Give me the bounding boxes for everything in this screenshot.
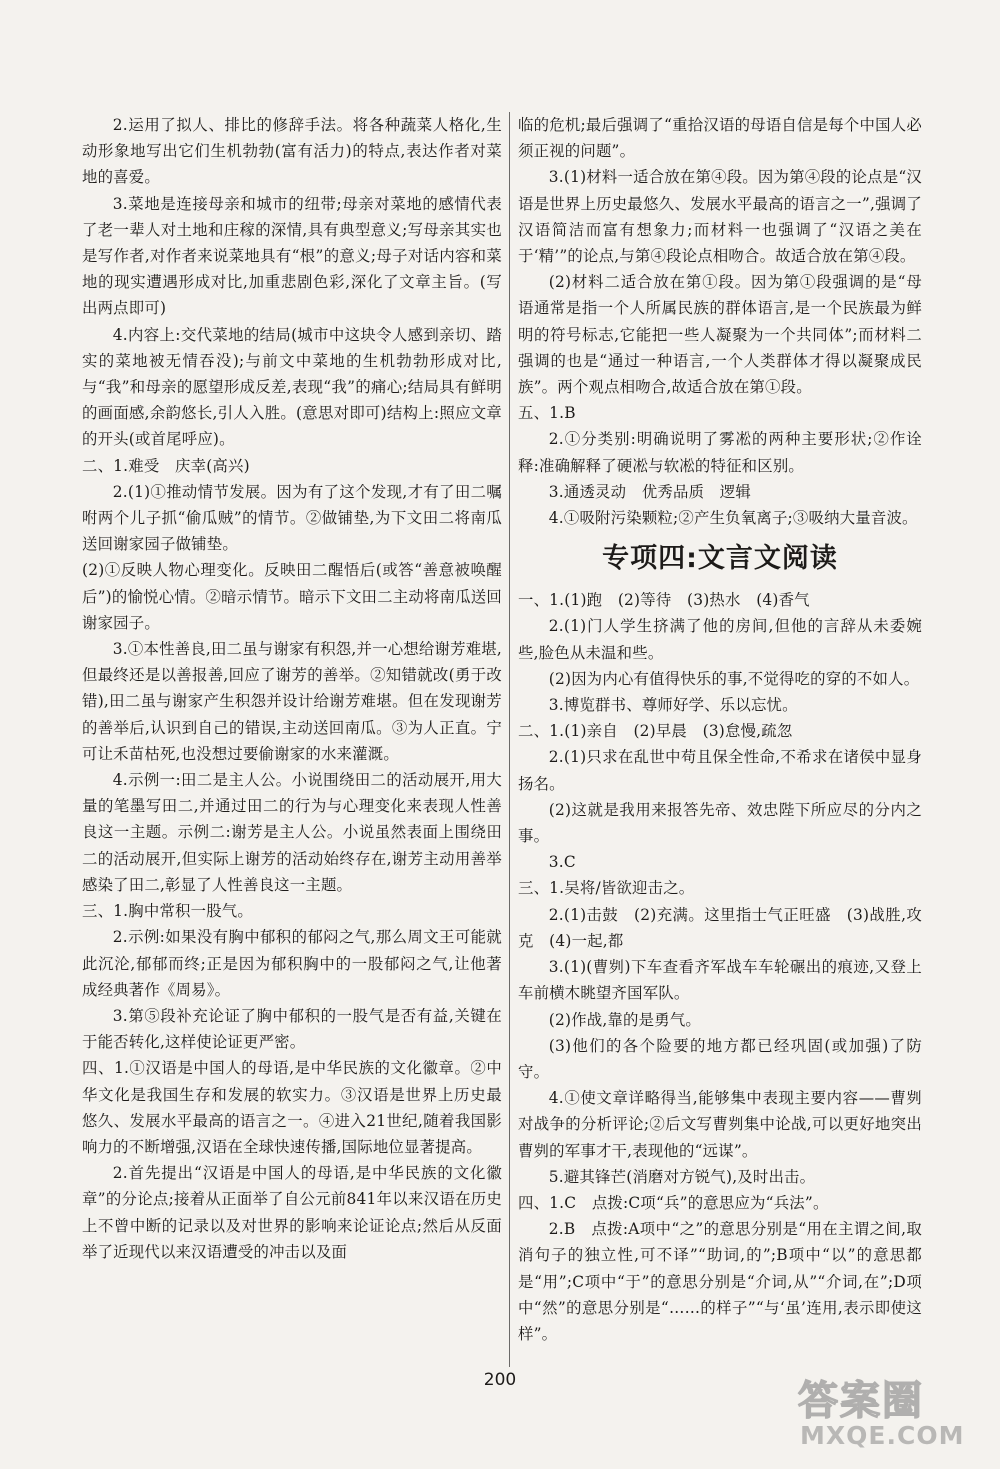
column-divider <box>509 112 510 1367</box>
watermark-text: 答案圈 <box>798 1378 924 1424</box>
section-heading: 专项四:文言文阅读 <box>602 543 838 575</box>
answer-paragraph: (2)①反映人物心理变化。反映田二醒悟后(或答“善意被唤醒后”)的愉悦心情。②暗示情节。暗示下文田二主动将南瓜送回谢家园子。 <box>82 561 502 632</box>
answer-paragraph: 2.首先提出“汉语是中国人的母语,是中华民族的文化徽章”的分论点;接着从正面举了自公元前841年以来汉语在历史上不曾中断的记录以及对世界的影响来论证论点;然后从反面举了近现代以来汉语遭受的冲击以及面 <box>82 1164 502 1261</box>
answer-paragraph: 4.①使文章详略得当,能够集中表现主要内容——曹刿对战争的分析评论;②后文写曹刿集中论战,可以更好地突出曹刿的军事才干,表现他的“远谋”。 <box>518 1089 922 1160</box>
answer-paragraph: 4.示例一:田二是主人公。小说围绕田二的活动展开,用大量的笔墨写田二,并通过田二的行为与心理变化来表现人性善良这一主题。示例二:谢芳是主人公。小说虽然表面上围绕田二的活动展开,但实际上谢芳的活动始终存在,谢芳主动用善举感染了田二,彰显了人性善良这一主题。 <box>82 771 502 894</box>
left-column <box>82 112 502 1265</box>
answer-paragraph: 2.B 点拨:A项中“之”的意思分别是“用在主谓之间,取消句子的独立性,可不译”“助词,的”;B项中“以”的意思都是“用”;C项中“于”的意思分别是“介词,从”“介词,在”;D项中“然”的意思分别是“……的样子”“与‘虽’连用,表示即使这样”。 <box>518 1220 922 1343</box>
answer-paragraph: 五、1.B <box>518 404 576 423</box>
answer-paragraph: 2.(1)只求在乱世中苟且保全性命,不希求在诸侯中显身扬名。 <box>518 748 922 793</box>
answer-paragraph: 二、1.(1)亲自 (2)早晨 (3)怠慢,疏忽 <box>518 722 793 741</box>
right-column <box>518 112 922 1347</box>
answer-paragraph: 3.第⑤段补充论证了胸中郁积的一股气是否有益,关键在于能否转化,这样使论证更严密。 <box>82 1006 502 1052</box>
answer-paragraph: 四、1.①汉语是中国人的母语,是中华民族的文化徽章。②中华文化是我国生存和发展的软实力。③汉语是世界上历史最悠久、发展水平最高的语言之一。④进入21世纪,随着我国影响力的不断增强,汉语在全球快速传播,国际地位显著提高。 <box>82 1059 502 1156</box>
answer-paragraph: 三、1.胸中常积一股气。 <box>82 902 253 921</box>
page-number: 200 <box>483 1370 517 1390</box>
answer-paragraph: 四、1.C 点拨:C项“兵”的意思应为“兵法”。 <box>518 1193 829 1212</box>
answer-paragraph: 4.内容上:交代菜地的结局(城市中这块令人感到亲切、踏实的菜地被无情吞没);与前文中菜地的生机勃勃形成对比,与“我”和母亲的愿望形成反差,表现“我”的痛心;结局具有鲜明的画面感,余韵悠长,引人入胜。(意思对即可)结构上:照应文章的开头(或首尾呼应)。 <box>82 325 502 449</box>
answer-paragraph: 3.C <box>548 853 576 872</box>
answer-paragraph: (3)他们的各个险要的地方都已经巩固(或加强)了防守。 <box>518 1036 922 1081</box>
answer-paragraph: 2.运用了拟人、排比的修辞手法。将各种蔬菜人格化,生动形象地写出它们生机勃勃(富有活力)的特点,表达作者对菜地的喜爱。 <box>82 116 502 187</box>
answer-paragraph: 3.(1)(曹刿)下车查看齐军战车车轮碾出的痕迹,又登上车前横木眺望齐国军队。 <box>518 958 922 1003</box>
answer-paragraph: 一、1.(1)跑 (2)等待 (3)热水 (4)香气 <box>518 591 810 610</box>
answer-paragraph: 三、1.吴将/皆欲迎击之。 <box>518 879 695 898</box>
answer-paragraph: 2.①分类别:明确说明了雾凇的两种主要形状;②作诠释:准确解释了硬凇与软凇的特征和区别。 <box>518 430 922 475</box>
answer-paragraph: (2)这就是我用来报答先帝、效忠陛下所应尽的分内之事。 <box>518 800 922 846</box>
answer-paragraph: 二、1.难受 庆幸(高兴) <box>82 456 250 475</box>
watermark-url: MXQE.COM <box>800 1421 965 1450</box>
answer-paragraph: (2)因为内心有值得快乐的事,不觉得吃的穿的不如人。 <box>548 669 920 688</box>
answer-paragraph: 2.示例:如果没有胸中郁积的郁闷之气,那么周文王可能就此沉沦,郁郁而终;正是因为郁积胸中的一股郁闷之气,让他著成经典著作《周易》。 <box>82 928 502 999</box>
answer-paragraph: 3.通透灵动 优秀品质 逻辑 <box>548 482 751 501</box>
answer-paragraph: 临的危机;最后强调了“重拾汉语的母语自信是每个中国人必须正视的问题”。 <box>518 116 922 161</box>
answer-paragraph: 2.(1)击鼓 (2)充满。这里指士气正旺盛 (3)战胜,攻克 (4)一起,都 <box>518 905 922 950</box>
answer-paragraph: 3.菜地是连接母亲和城市的纽带;母亲对菜地的感情代表了老一辈人对土地和庄稼的深情,具有典型意义;写母亲其实也是写作者,对作者来说菜地具有“根”的意义;母子对话内容和菜地的现实遭遇形成对比,加重悲剧色彩,深化了文章主旨。(写出两点即可) <box>82 194 502 318</box>
answer-paragraph: (2)材料二适合放在第①段。因为第①段强调的是“母语通常是指一个人所属民族的群体语言,是一个民族最为鲜明的符号标志,它能把一些人凝聚为一个共同体”;而材料二强调的也是“通过一种语言,一个人类群体才得以凝聚成民族”。两个观点相吻合,故适合放在第①段。 <box>518 273 922 397</box>
right-answers-bottom <box>518 587 922 1347</box>
answer-paragraph: 2.(1)①推动情节发展。因为有了这个发现,才有了田二嘱咐两个儿子抓“偷瓜贼”的情节。②做铺垫,为下文田二将南瓜送回谢家园子做铺垫。 <box>82 482 502 554</box>
answer-paragraph: (2)作战,靠的是勇气。 <box>548 1010 702 1029</box>
answer-paragraph: 3.①本性善良,田二虽与谢家有积怨,并一心想给谢芳难堪,但最终还是以善报善,回应了谢芳的善举。②知错就改(勇于改错),田二虽与谢家产生积怨并设计给谢芳难堪。但在发现谢芳的善举后,认识到自己的错误,主动送回南瓜。③为人正直。宁可让禾苗枯死,也没想过要偷谢家的水来灌溉。 <box>82 640 502 763</box>
answer-paragraph: 5.避其锋芒(消磨对方锐气),及时出击。 <box>548 1167 816 1186</box>
answer-paragraph: 3.博览群书、尊师好学、乐以忘忧。 <box>548 696 798 715</box>
watermark-logo <box>794 1369 982 1455</box>
answer-paragraph: 3.(1)材料一适合放在第④段。因为第④段的论点是“汉语是世界上历史最悠久、发展水平最高的语言之一”,强调了汉语简洁而富有想象力;而材料一也强调了“汉语之美在于‘精’”的论点,与第④段论点相吻合。故适合放在第④段。 <box>518 168 922 266</box>
answer-paragraph: 4.①吸附污染颗粒;②产生负氧离子;③吸纳大量音波。 <box>548 509 918 528</box>
answer-paragraph: 2.(1)门人学生挤满了他的房间,但他的言辞从未委婉些,脸色从未温和些。 <box>518 617 922 662</box>
right-answers-top <box>518 112 922 531</box>
